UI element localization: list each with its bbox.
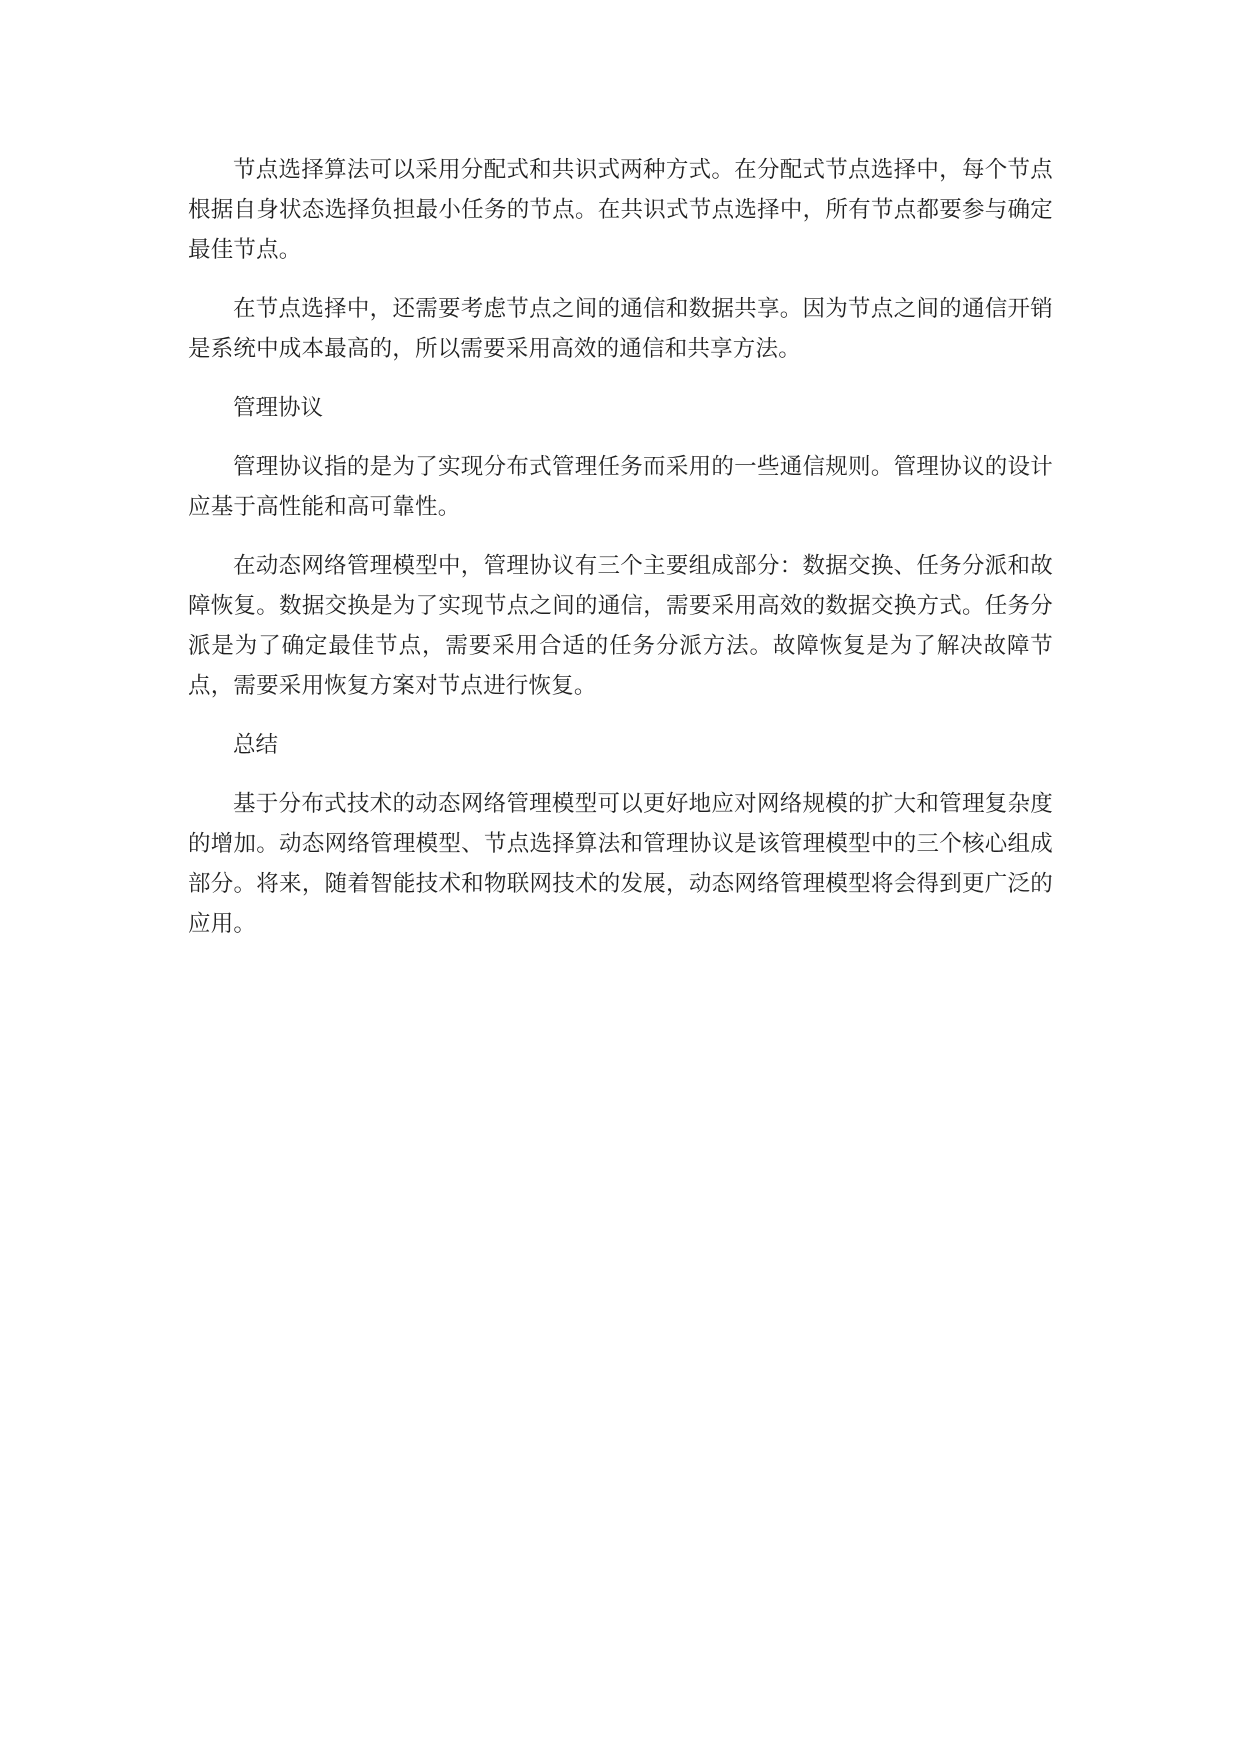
document-page: [188, 150, 1053, 963]
paragraph-protocol-components: 在动态网络管理模型中，管理协议有三个主要组成部分：数据交换、任务分派和故障恢复。数据交换是为了实现节点之间的通信，需要采用高效的数据交换方式。任务分派是为了确定最佳节点，需要采用合适的任务分派方法。故障恢复是为了解决故障节点，需要采用恢复方案对节点进行恢复。: [188, 553, 1053, 699]
paragraph-node-communication: 在节点选择中，还需要考虑节点之间的通信和数据共享。因为节点之间的通信开销是系统中成本最高的，所以需要采用高效的通信和共享方法。: [188, 296, 1053, 362]
paragraph-protocol-definition: 管理协议指的是为了实现分布式管理任务而采用的一些通信规则。管理协议的设计应基于高性能和高可靠性。: [188, 454, 1053, 520]
section-heading-summary: 总结: [233, 732, 279, 758]
section-heading-management-protocol: 管理协议: [233, 395, 324, 421]
paragraph-node-selection-methods: 节点选择算法可以采用分配式和共识式两种方式。在分配式节点选择中，每个节点根据自身状态选择负担最小任务的节点。在共识式节点选择中，所有节点都要参与确定最佳节点。: [188, 157, 1053, 263]
paragraph-summary: 基于分布式技术的动态网络管理模型可以更好地应对网络规模的扩大和管理复杂度的增加。动态网络管理模型、节点选择算法和管理协议是该管理模型中的三个核心组成部分。将来，随着智能技术和物联网技术的发展，动态网络管理模型将会得到更广泛的应用。: [188, 791, 1053, 937]
